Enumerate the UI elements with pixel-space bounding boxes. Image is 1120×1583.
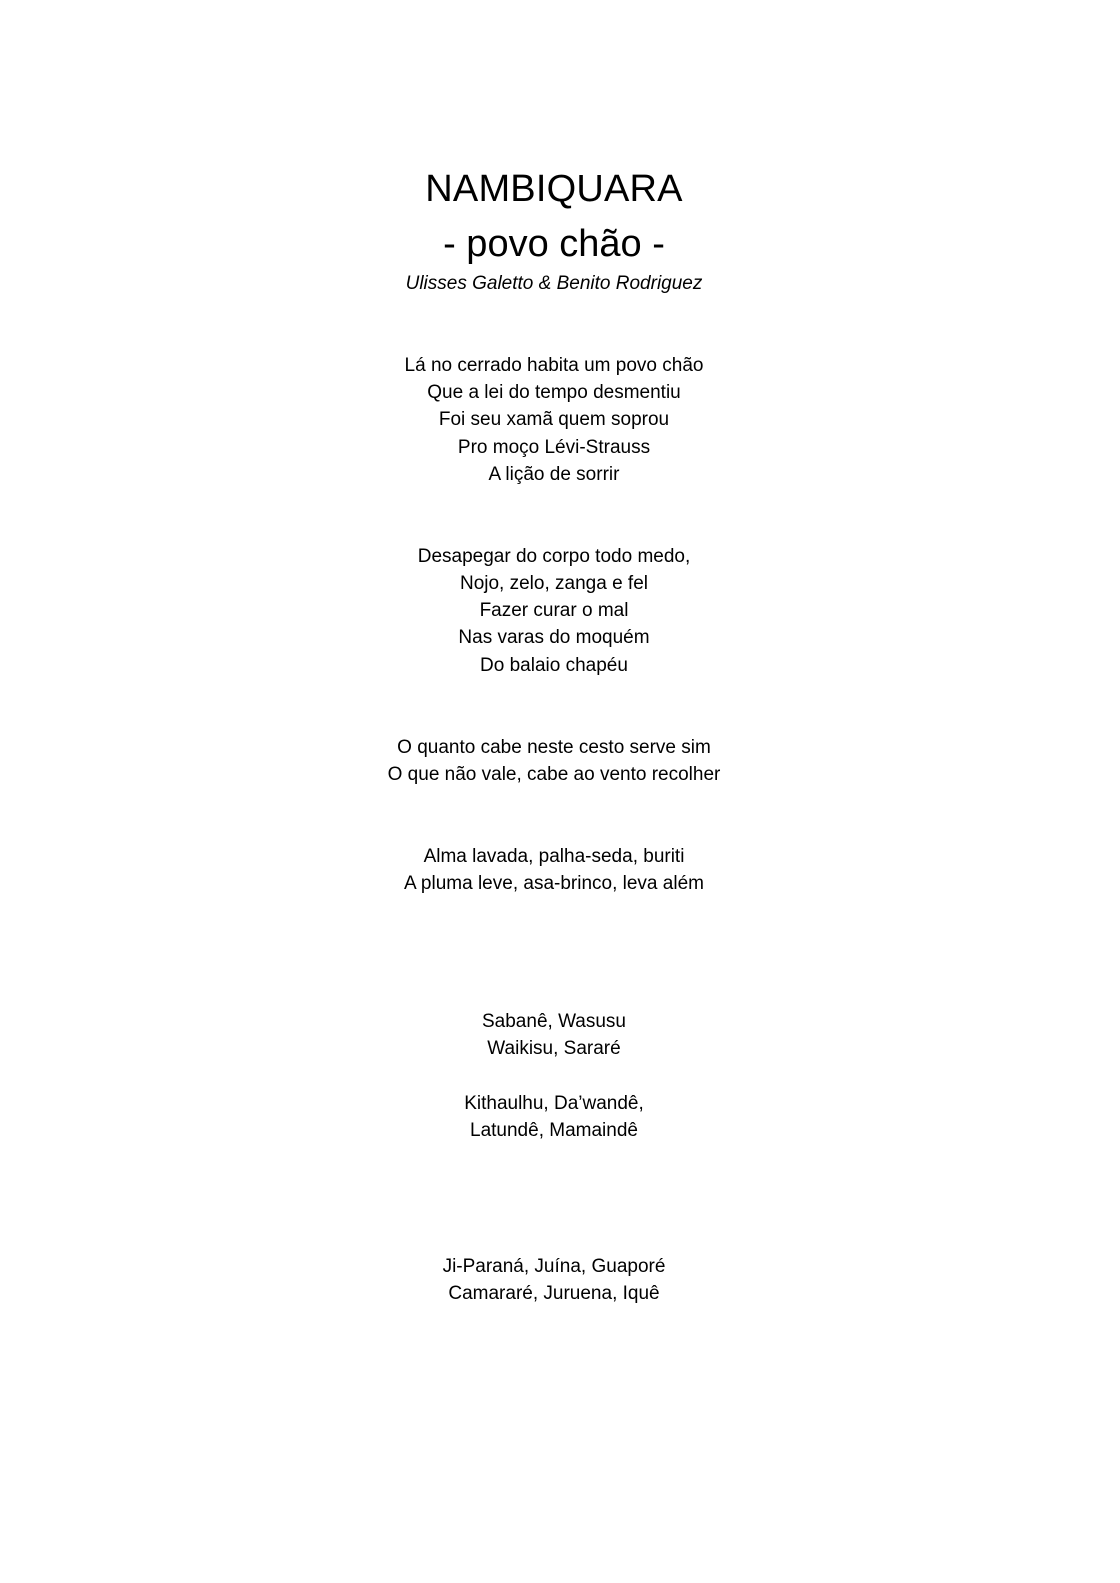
verse-line: Que a lei do tempo desmentiu [427, 382, 681, 403]
verse-line: A lição de sorrir [488, 464, 620, 485]
verse-line: A pluma leve, asa-brinco, leva além [404, 873, 704, 894]
verse-line: Pro moço Lévi-Strauss [457, 437, 651, 458]
verse-line: Lá no cerrado habita um povo chão [404, 355, 704, 376]
song-title: NAMBIQUARA [425, 168, 683, 210]
verse-line: Sabanê, Wasusu [482, 1011, 626, 1032]
verse-line: O que não vale, cabe ao vento recolher [387, 764, 721, 785]
verse-line: Nas varas do moquém [458, 627, 650, 648]
verse-line: Alma lavada, palha-seda, buriti [423, 846, 685, 867]
verse-line: Foi seu xamã quem soprou [438, 409, 670, 430]
verse-line: O quanto cabe neste cesto serve sim [397, 737, 711, 758]
verse-line: Desapegar do corpo todo medo, [417, 546, 691, 567]
verse-line: Fazer curar o mal [479, 600, 629, 621]
verse-line: Do balaio chapéu [480, 655, 628, 676]
verse-line: Camararé, Juruena, Iquê [448, 1283, 660, 1304]
song-authors: Ulisses Galetto & Benito Rodriguez [405, 273, 703, 294]
verse-line: Latundê, Mamaindê [470, 1120, 638, 1141]
verse-line: Ji-Paraná, Juína, Guaporé [442, 1256, 666, 1277]
verse-line: Waikisu, Sararé [487, 1038, 621, 1059]
song-subtitle: - povo chão - [443, 223, 665, 265]
verse-line: Kithaulhu, Da’wandê, [464, 1093, 644, 1114]
verse-line: Nojo, zelo, zanga e fel [459, 573, 648, 594]
